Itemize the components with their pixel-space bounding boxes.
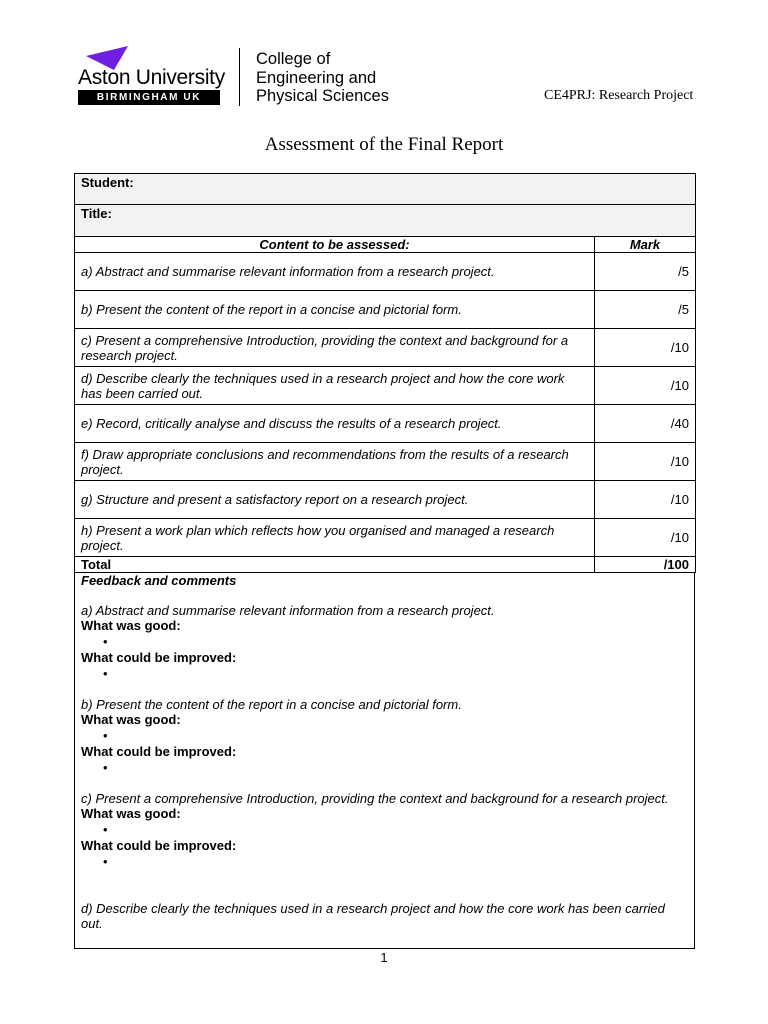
- course-code: CE4PRJ: Research Project: [544, 88, 694, 103]
- improve-label: What could be improved:: [81, 838, 237, 853]
- feedback-content: [81, 573, 686, 931]
- aston-university-logo: [78, 46, 418, 108]
- improve-label: What could be improved:: [81, 744, 237, 759]
- criterion-text: f) Draw appropriate conclusions and recommendations from the results of a research project.: [75, 443, 595, 481]
- bullet-item[interactable]: •: [103, 666, 108, 681]
- good-label: What was good:: [81, 806, 181, 821]
- table-row: [75, 481, 696, 519]
- table-row: [75, 405, 696, 443]
- college-line: College of: [256, 50, 331, 68]
- criterion-mark[interactable]: /10: [595, 443, 696, 481]
- logo-divider: [239, 48, 240, 106]
- good-label: What was good:: [81, 618, 181, 633]
- total-row: [75, 557, 696, 573]
- college-name: [256, 50, 389, 106]
- mark-header: Mark: [595, 237, 696, 253]
- total-mark[interactable]: /100: [595, 557, 696, 573]
- criterion-text: a) Abstract and summarise relevant information from a research project.: [75, 253, 595, 291]
- bullet-item[interactable]: •: [103, 634, 108, 649]
- criterion-text: e) Record, critically analyse and discuss the results of a research project.: [75, 405, 595, 443]
- criterion-mark[interactable]: /5: [595, 253, 696, 291]
- student-field[interactable]: [75, 174, 696, 205]
- title-field[interactable]: [75, 205, 696, 237]
- table-row: [75, 291, 696, 329]
- college-line: Engineering and: [256, 68, 377, 87]
- feedback-criterion: c) Present a comprehensive Introduction, providing the context and background for a research project.: [81, 791, 669, 806]
- criterion-mark[interactable]: /10: [595, 367, 696, 405]
- student-label: Student:: [81, 175, 134, 190]
- good-label: What was good:: [81, 712, 181, 727]
- assessment-table: [74, 173, 696, 573]
- bullet-item[interactable]: •: [103, 760, 108, 775]
- table-row: [75, 519, 696, 557]
- feedback-criterion: d) Describe clearly the techniques used in a research project and how the core work has been carried out.: [81, 901, 665, 931]
- table-row: [75, 367, 696, 405]
- university-name: Aston University: [78, 66, 225, 89]
- criterion-mark[interactable]: /10: [595, 481, 696, 519]
- feedback-section[interactable]: [74, 572, 695, 949]
- criterion-mark[interactable]: /40: [595, 405, 696, 443]
- college-line: Physical Sciences: [256, 87, 389, 105]
- content-header: Content to be assessed:: [75, 237, 595, 253]
- bullet-item[interactable]: •: [103, 822, 108, 837]
- bullet-item[interactable]: •: [103, 854, 108, 869]
- university-location: BIRMINGHAM UK: [78, 90, 220, 105]
- title-label: Title:: [81, 206, 112, 221]
- feedback-criterion: b) Present the content of the report in a concise and pictorial form.: [81, 697, 462, 712]
- page-header: [0, 0, 768, 120]
- criterion-mark[interactable]: /10: [595, 519, 696, 557]
- feedback-criterion: a) Abstract and summarise relevant information from a research project.: [81, 603, 495, 618]
- criterion-text: g) Structure and present a satisfactory report on a research project.: [75, 481, 595, 519]
- page-number: 1: [380, 950, 388, 965]
- criterion-mark[interactable]: /5: [595, 291, 696, 329]
- table-row: [75, 253, 696, 291]
- student-row: [75, 174, 696, 205]
- table-row: [75, 443, 696, 481]
- criterion-mark[interactable]: /10: [595, 329, 696, 367]
- bullet-item[interactable]: •: [103, 728, 108, 743]
- title-row: [75, 205, 696, 237]
- total-label: Total: [75, 557, 595, 573]
- criterion-text: b) Present the content of the report in a concise and pictorial form.: [75, 291, 595, 329]
- criterion-text: d) Describe clearly the techniques used in a research project and how the core work has been carried out.: [75, 367, 595, 405]
- document-title: Assessment of the Final Report: [264, 134, 504, 155]
- improve-label: What could be improved:: [81, 650, 237, 665]
- criterion-text: h) Present a work plan which reflects how you organised and managed a research project.: [75, 519, 595, 557]
- criterion-text: c) Present a comprehensive Introduction, providing the context and background for a research project.: [75, 329, 595, 367]
- table-row: [75, 329, 696, 367]
- feedback-heading: Feedback and comments: [81, 573, 237, 588]
- table-header-row: [75, 237, 696, 253]
